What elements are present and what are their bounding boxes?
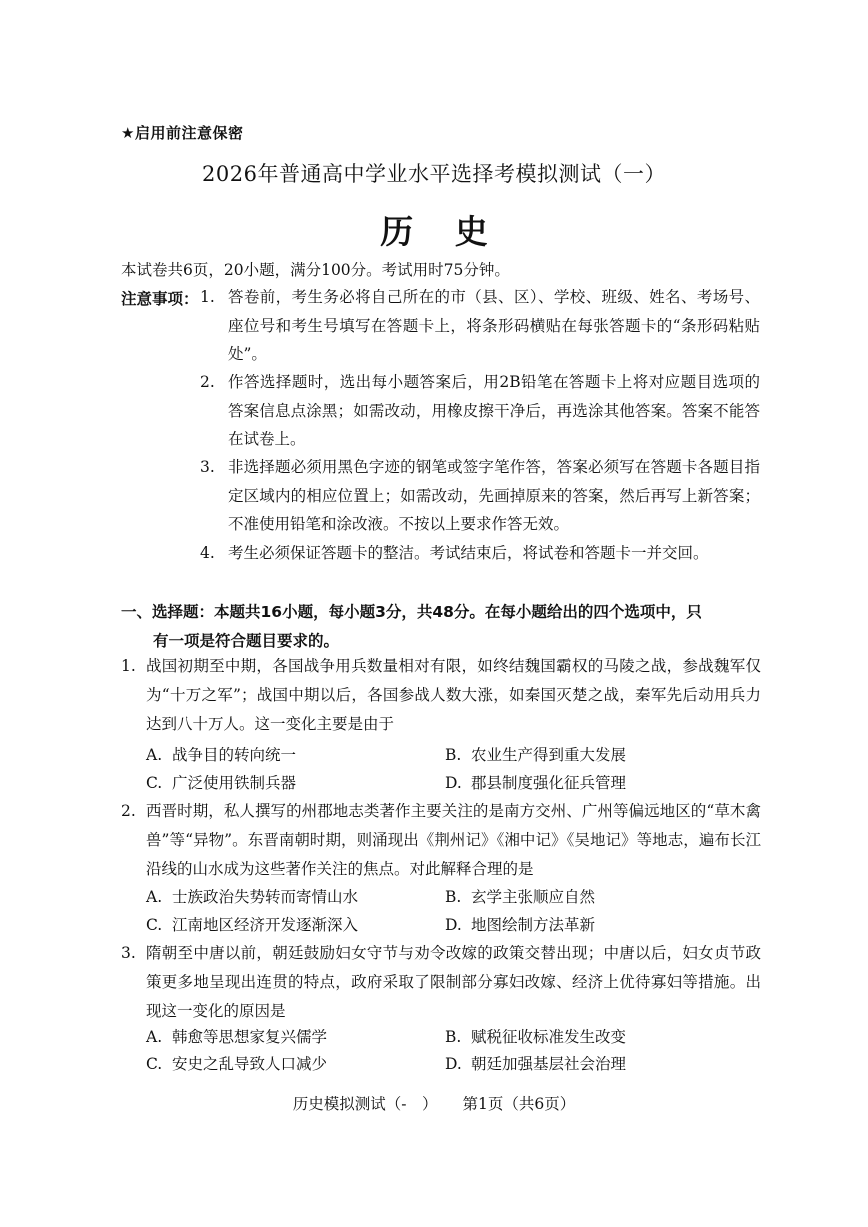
option-b [445, 885, 595, 907]
option-c [146, 1052, 327, 1074]
section-heading-line: 一、选择题：本题共16小题，每小题3分，共48分。在每小题给出的四个选项中，只 [121, 603, 702, 621]
confidential-mark: ★启用前注意保密 [121, 124, 244, 142]
option-label: A. [146, 746, 163, 764]
section-heading-line: 有一项是符合题目要求的。 [153, 632, 340, 650]
notice-item-text: 答卷前，考生务必将自己所在的市（县、区）、学校、班级、姓名、考场号、座位号和考生号填写在答题卡上，将条形码横贴在每张答题卡的“条形码粘贴处”。 [228, 288, 760, 363]
notice-item-text: 考生必须保证答题卡的整洁。考试结束后，将试卷和答题卡一并交回。 [228, 544, 709, 562]
option-text: 士族政治失势转而寄情山水 [172, 888, 359, 906]
option-d [445, 1052, 626, 1074]
option-a [146, 1025, 327, 1047]
option-label: D. [445, 1055, 462, 1073]
notice-item-number: 3. [200, 458, 215, 476]
option-text: 朝廷加强基层社会治理 [471, 1055, 627, 1073]
option-text: 地图绘制方法革新 [471, 916, 596, 934]
option-label: A. [146, 888, 163, 906]
notice-label: 注意事项： [121, 290, 199, 308]
notice-item [200, 453, 760, 539]
page-footer [0, 1092, 868, 1114]
option-text: 赋税征收标准发生改变 [471, 1028, 627, 1046]
notice-item [200, 539, 760, 568]
question-stem [121, 939, 761, 1026]
option-text: 郡县制度强化征兵管理 [471, 774, 627, 792]
option-label: B. [445, 1028, 462, 1046]
section-heading [121, 598, 761, 656]
question-stem [121, 652, 761, 739]
notice-item-text: 非选择题必须用黑色字迹的钢笔或签字笔作答，答案必须写在答题卡各题目指定区域内的相应位置上；如需改动，先画掉原来的答案，然后再写上新答案；不准使用铅笔和涂改液。不按以上要求作答无效。 [228, 458, 760, 533]
notice-item-number: 4. [200, 544, 215, 562]
question-text: 西晋时期，私人撰写的州郡地志类著作主要关注的是南方交州、广州等偏远地区的“草木禽兽”等“异物”。东晋南朝时期，则涌现出《荆州记》《湘中记》《吴地记》等地志，遍布长江沿线的山水成为这些著作关注的焦点。对此解释合理的是 [146, 802, 761, 878]
option-a [146, 743, 296, 765]
option-text: 江南地区经济开发逐渐深入 [172, 916, 359, 934]
notice-item [200, 283, 760, 369]
option-text: 玄学主张顺应自然 [471, 888, 596, 906]
option-a [146, 885, 358, 907]
footer-subject-label: 历史模拟测试（- ） [292, 1095, 438, 1113]
footer-page-label: 第1页（共6页） [462, 1095, 576, 1113]
question-stem [121, 797, 761, 884]
question-text: 战国初期至中期，各国战争用兵数量相对有限，如终结魏国霸权的马陵之战，参战魏军仅为“十万之军”；战国中期以后，各国参战人数大涨，如秦国灭楚之战，秦军先后动用兵力达到八十万人。这一变化主要是由于 [146, 657, 761, 733]
option-b [445, 1025, 626, 1047]
option-text: 农业生产得到重大发展 [471, 746, 627, 764]
option-label: D. [445, 916, 462, 934]
exam-info: 本试卷共6页，20小题，满分100分。考试用时75分钟。 [121, 261, 510, 279]
question-number: 3. [121, 944, 136, 962]
option-c [146, 913, 358, 935]
option-label: A. [146, 1028, 163, 1046]
notice-item-number: 2. [200, 373, 215, 391]
option-label: B. [445, 888, 462, 906]
option-label: C. [146, 916, 163, 934]
option-text: 战争目的转向统一 [172, 746, 297, 764]
question-number: 2. [121, 802, 136, 820]
option-d [445, 913, 595, 935]
subject-title: 历 史 [380, 212, 488, 251]
question-number: 1. [121, 657, 136, 675]
question-text: 隋朝至中唐以前，朝廷鼓励妇女守节与劝令改嫁的政策交替出现；中唐以后，妇女贞节政策更多地呈现出连贯的特点，政府采取了限制部分寡妇改嫁、经济上优待寡妇等措施。出现这一变化的原因是 [146, 944, 761, 1020]
option-c [146, 771, 296, 793]
option-label: B. [445, 746, 462, 764]
option-b [445, 743, 626, 765]
option-text: 韩愈等思想家复兴儒学 [172, 1028, 328, 1046]
notice-item [200, 368, 760, 454]
option-text: 广泛使用铁制兵器 [172, 774, 297, 792]
option-label: C. [146, 1055, 163, 1073]
option-d [445, 771, 626, 793]
option-label: C. [146, 774, 163, 792]
exam-title: 2026年普通高中学业水平选择考模拟测试（一） [202, 162, 666, 186]
option-label: D. [445, 774, 462, 792]
notice-item-number: 1. [200, 288, 215, 306]
notice-item-text: 作答选择题时，选出每小题答案后，用2B铅笔在答题卡上将对应题目选项的答案信息点涂黑；如需改动，用橡皮擦干净后，再选涂其他答案。答案不能答在试卷上。 [228, 373, 760, 448]
option-text: 安史之乱导致人口减少 [172, 1055, 328, 1073]
